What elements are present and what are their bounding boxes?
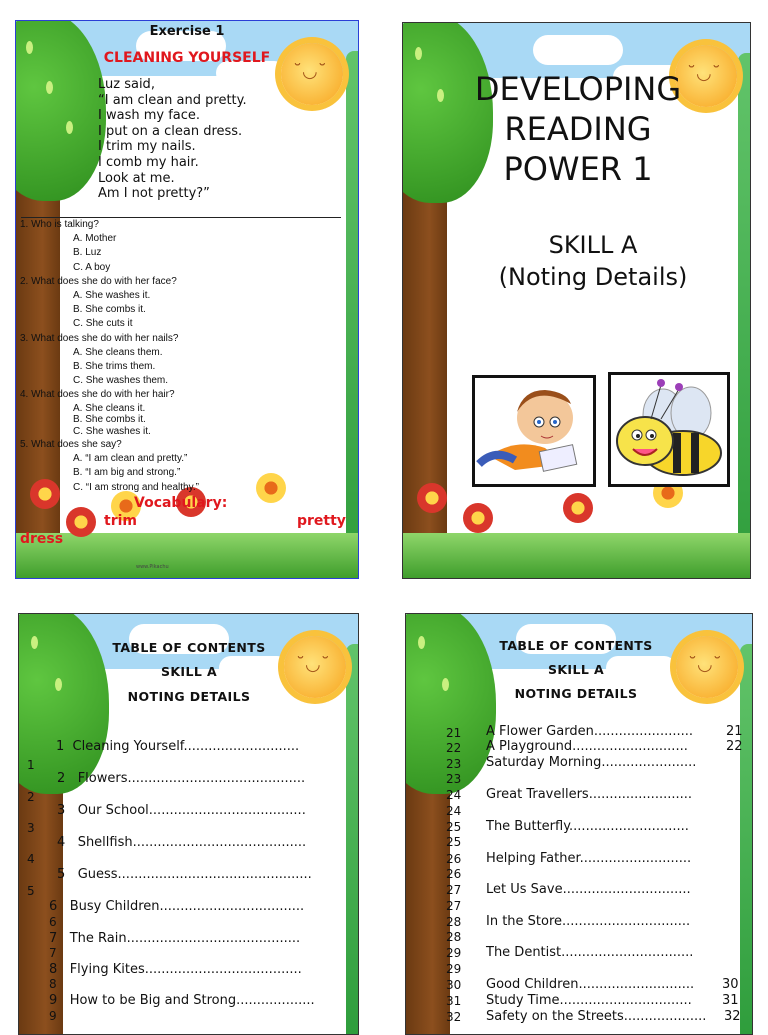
sun-icon: ˘◡˘	[284, 636, 346, 698]
page-number: 32	[724, 1009, 741, 1024]
flower-icon	[463, 503, 493, 533]
entry-number: 26	[446, 852, 462, 866]
leaf-decoration	[66, 121, 73, 134]
footer-credit: www.Pikachu	[136, 564, 169, 570]
entry-number: 27	[446, 883, 462, 897]
toc-entry[interactable]	[49, 962, 302, 977]
question: 5. What does she say?	[20, 439, 122, 451]
entry-title: Guess...............................................	[77, 867, 312, 882]
flower-icon	[66, 507, 96, 537]
answer-option: B. She combs it.	[73, 304, 146, 316]
story-line: I comb my hair.	[98, 154, 199, 170]
margin-number: 23	[446, 772, 462, 786]
toc-entry[interactable]	[49, 899, 304, 914]
margin-number: 29	[446, 962, 462, 976]
title-line: POWER 1	[503, 150, 653, 188]
entry-number: 22	[446, 741, 462, 755]
question: 3. What does she do with her nails?	[20, 332, 179, 344]
entry-title: Busy Children...................................	[69, 899, 305, 914]
flower-icon	[256, 473, 286, 503]
toc-entry[interactable]	[49, 993, 315, 1008]
margin-number: 4	[27, 852, 35, 866]
grass-decoration	[403, 533, 750, 578]
exercise-title: Exercise 1	[149, 24, 225, 39]
skill-subtitle	[463, 229, 723, 293]
margin-number: 1	[27, 758, 35, 772]
toc-entry[interactable]: Good Children............................	[486, 977, 695, 992]
entry-number: 7	[49, 931, 58, 946]
answer-option: C. She cuts it	[73, 318, 133, 330]
flower-icon	[563, 493, 593, 523]
toc-page-1	[18, 613, 359, 1035]
cloud-decoration	[533, 35, 623, 65]
margin-number: 7	[49, 946, 57, 960]
grass-decoration	[16, 533, 358, 578]
toc-entry[interactable]: The Butterfly.............................	[486, 819, 689, 834]
entry-number: 30	[446, 978, 462, 992]
question: 2. What does she do with her face?	[20, 275, 177, 287]
entry-number: 9	[49, 993, 58, 1008]
toc-heading: TABLE OF CONTENTS	[499, 638, 653, 653]
answer-option: B. “I am big and strong.”	[73, 467, 181, 479]
subtitle-line: (Noting Details)	[498, 263, 688, 291]
margin-number: 27	[446, 899, 462, 913]
answer-option: B. She combs it.	[73, 414, 146, 426]
margin-number: 28	[446, 930, 462, 944]
toc-entry[interactable]: Safety on the Streets....................	[486, 1009, 707, 1024]
toc-entry[interactable]: The Dentist................................	[486, 945, 694, 960]
answer-option: B. Luz	[73, 247, 102, 259]
entry-number: 1	[56, 739, 65, 754]
grass-border	[738, 53, 750, 578]
story-title: CLEANING YOURSELF	[103, 50, 271, 66]
toc-entry[interactable]: Let Us Save...............................	[486, 882, 691, 897]
toc-entry[interactable]: In the Store...............................	[486, 914, 691, 929]
vocab-word: trim	[104, 513, 137, 529]
story-line: Look at me.	[98, 170, 175, 186]
margin-number: 8	[49, 977, 57, 991]
story-line: I trim my nails.	[98, 139, 196, 155]
vocab-word: dress	[20, 531, 64, 547]
story-line: I wash my face.	[98, 108, 201, 124]
margin-number: 6	[49, 915, 57, 929]
cover-page	[402, 22, 751, 579]
exercise-page	[15, 20, 359, 579]
toc-entry[interactable]	[57, 867, 312, 882]
page-number: 22	[726, 739, 743, 754]
book-title	[423, 69, 733, 189]
story-line: Am I not pretty?”	[98, 186, 210, 202]
page-number: 30	[722, 977, 739, 992]
entry-title: Our School......................................	[77, 803, 306, 818]
story-text	[98, 77, 247, 202]
answer-option: A. Mother	[73, 233, 117, 245]
toc-heading: SKILL A	[547, 662, 605, 677]
entry-number: 31	[446, 994, 462, 1008]
entry-title: Flying Kites......................................	[69, 962, 302, 977]
answer-option: C. She washes it.	[73, 426, 151, 438]
page-number: 21	[726, 724, 743, 739]
bee-picture	[608, 372, 730, 487]
reading-boy-picture	[472, 375, 596, 487]
toc-heading: TABLE OF CONTENTS	[112, 640, 266, 655]
entry-title: Flowers...........................................	[77, 771, 306, 786]
grass-border	[740, 644, 752, 1034]
entry-title: The Rain..........................................	[69, 931, 301, 946]
page-number: 31	[722, 993, 739, 1008]
entry-title: Cleaning Yourself............................	[72, 739, 300, 754]
entry-number: 32	[446, 1010, 462, 1024]
entry-number: 24	[446, 788, 462, 802]
entry-number: 3	[57, 803, 66, 818]
entry-number: 23	[446, 757, 462, 771]
toc-heading: SKILL A	[160, 664, 218, 679]
leaf-decoration	[418, 636, 425, 649]
grass-border	[346, 51, 358, 578]
sun-icon: ˘◡˘	[675, 45, 737, 107]
answer-option: A. She washes it.	[73, 290, 151, 302]
question: 1. Who is talking?	[20, 219, 99, 230]
toc-page-2	[405, 613, 753, 1035]
toc-heading: NOTING DETAILS	[127, 689, 251, 704]
toc-entry[interactable]: Study Time................................	[486, 993, 692, 1008]
grass-border	[346, 644, 358, 1034]
entry-title: How to be Big and Strong...................	[69, 993, 315, 1008]
entry-number: 4	[57, 835, 66, 850]
toc-entry[interactable]: A Playground............................	[486, 739, 688, 754]
entry-number: 25	[446, 820, 462, 834]
margin-number: 24	[446, 804, 462, 818]
entry-number: 2	[57, 771, 66, 786]
flower-icon	[417, 483, 447, 513]
sun-icon: ˘◡˘	[281, 43, 343, 105]
toc-entry[interactable]: A Flower Garden........................	[486, 724, 693, 739]
toc-entry[interactable]: Helping Father...........................	[486, 851, 692, 866]
toc-entry[interactable]	[57, 835, 306, 850]
toc-entry[interactable]	[49, 931, 300, 946]
leaf-decoration	[31, 636, 38, 649]
story-line: “I am clean and pretty.	[98, 92, 247, 108]
leaf-decoration	[46, 81, 53, 94]
entry-number: 21	[446, 726, 462, 740]
answer-option: A. “I am clean and pretty.”	[73, 453, 188, 465]
entry-number: 28	[446, 915, 462, 929]
margin-number: 26	[446, 867, 462, 881]
margin-number: 5	[27, 884, 35, 898]
vocabulary-title: Vocabulary:	[134, 495, 228, 511]
answer-option: C. A boy	[73, 261, 111, 273]
toc-heading: NOTING DETAILS	[514, 686, 638, 701]
title-line: DEVELOPING	[474, 70, 682, 108]
margin-number: 25	[446, 835, 462, 849]
entry-number: 6	[49, 899, 58, 914]
entry-title: Shellfish..........................................	[77, 835, 307, 850]
entry-number: 5	[57, 867, 66, 882]
answer-option: C. “I am strong and healthy.”	[73, 481, 199, 493]
answer-option: B. She trims them.	[73, 361, 156, 373]
subtitle-line: SKILL A	[548, 231, 638, 259]
toc-entry[interactable]	[57, 771, 305, 786]
leaf-decoration	[415, 47, 422, 60]
tree-trunk	[403, 143, 447, 578]
margin-number: 2	[27, 790, 35, 804]
answer-option: A. She cleans them.	[73, 346, 163, 358]
story-line: Luz said,	[98, 77, 155, 92]
entry-number: 8	[49, 962, 58, 977]
question: 4. What does she do with her hair?	[20, 389, 175, 401]
toc-entry[interactable]	[57, 803, 306, 818]
entry-number: 29	[446, 946, 462, 960]
sun-icon: ˘◡˘	[676, 636, 738, 698]
toc-entry[interactable]	[56, 739, 299, 754]
margin-number: 3	[27, 821, 35, 835]
toc-entry[interactable]: Great Travellers.........................	[486, 787, 693, 802]
title-line: READING	[504, 110, 652, 148]
story-line: I put on a clean dress.	[98, 123, 243, 139]
vocab-word: pretty	[297, 513, 346, 529]
answer-option: C. She washes them.	[73, 375, 169, 387]
question-list	[20, 218, 199, 495]
toc-entry[interactable]: Saturday Morning.......................	[486, 755, 697, 770]
answer-option: A. She cleans it.	[73, 402, 146, 414]
margin-number: 9	[49, 1009, 57, 1023]
